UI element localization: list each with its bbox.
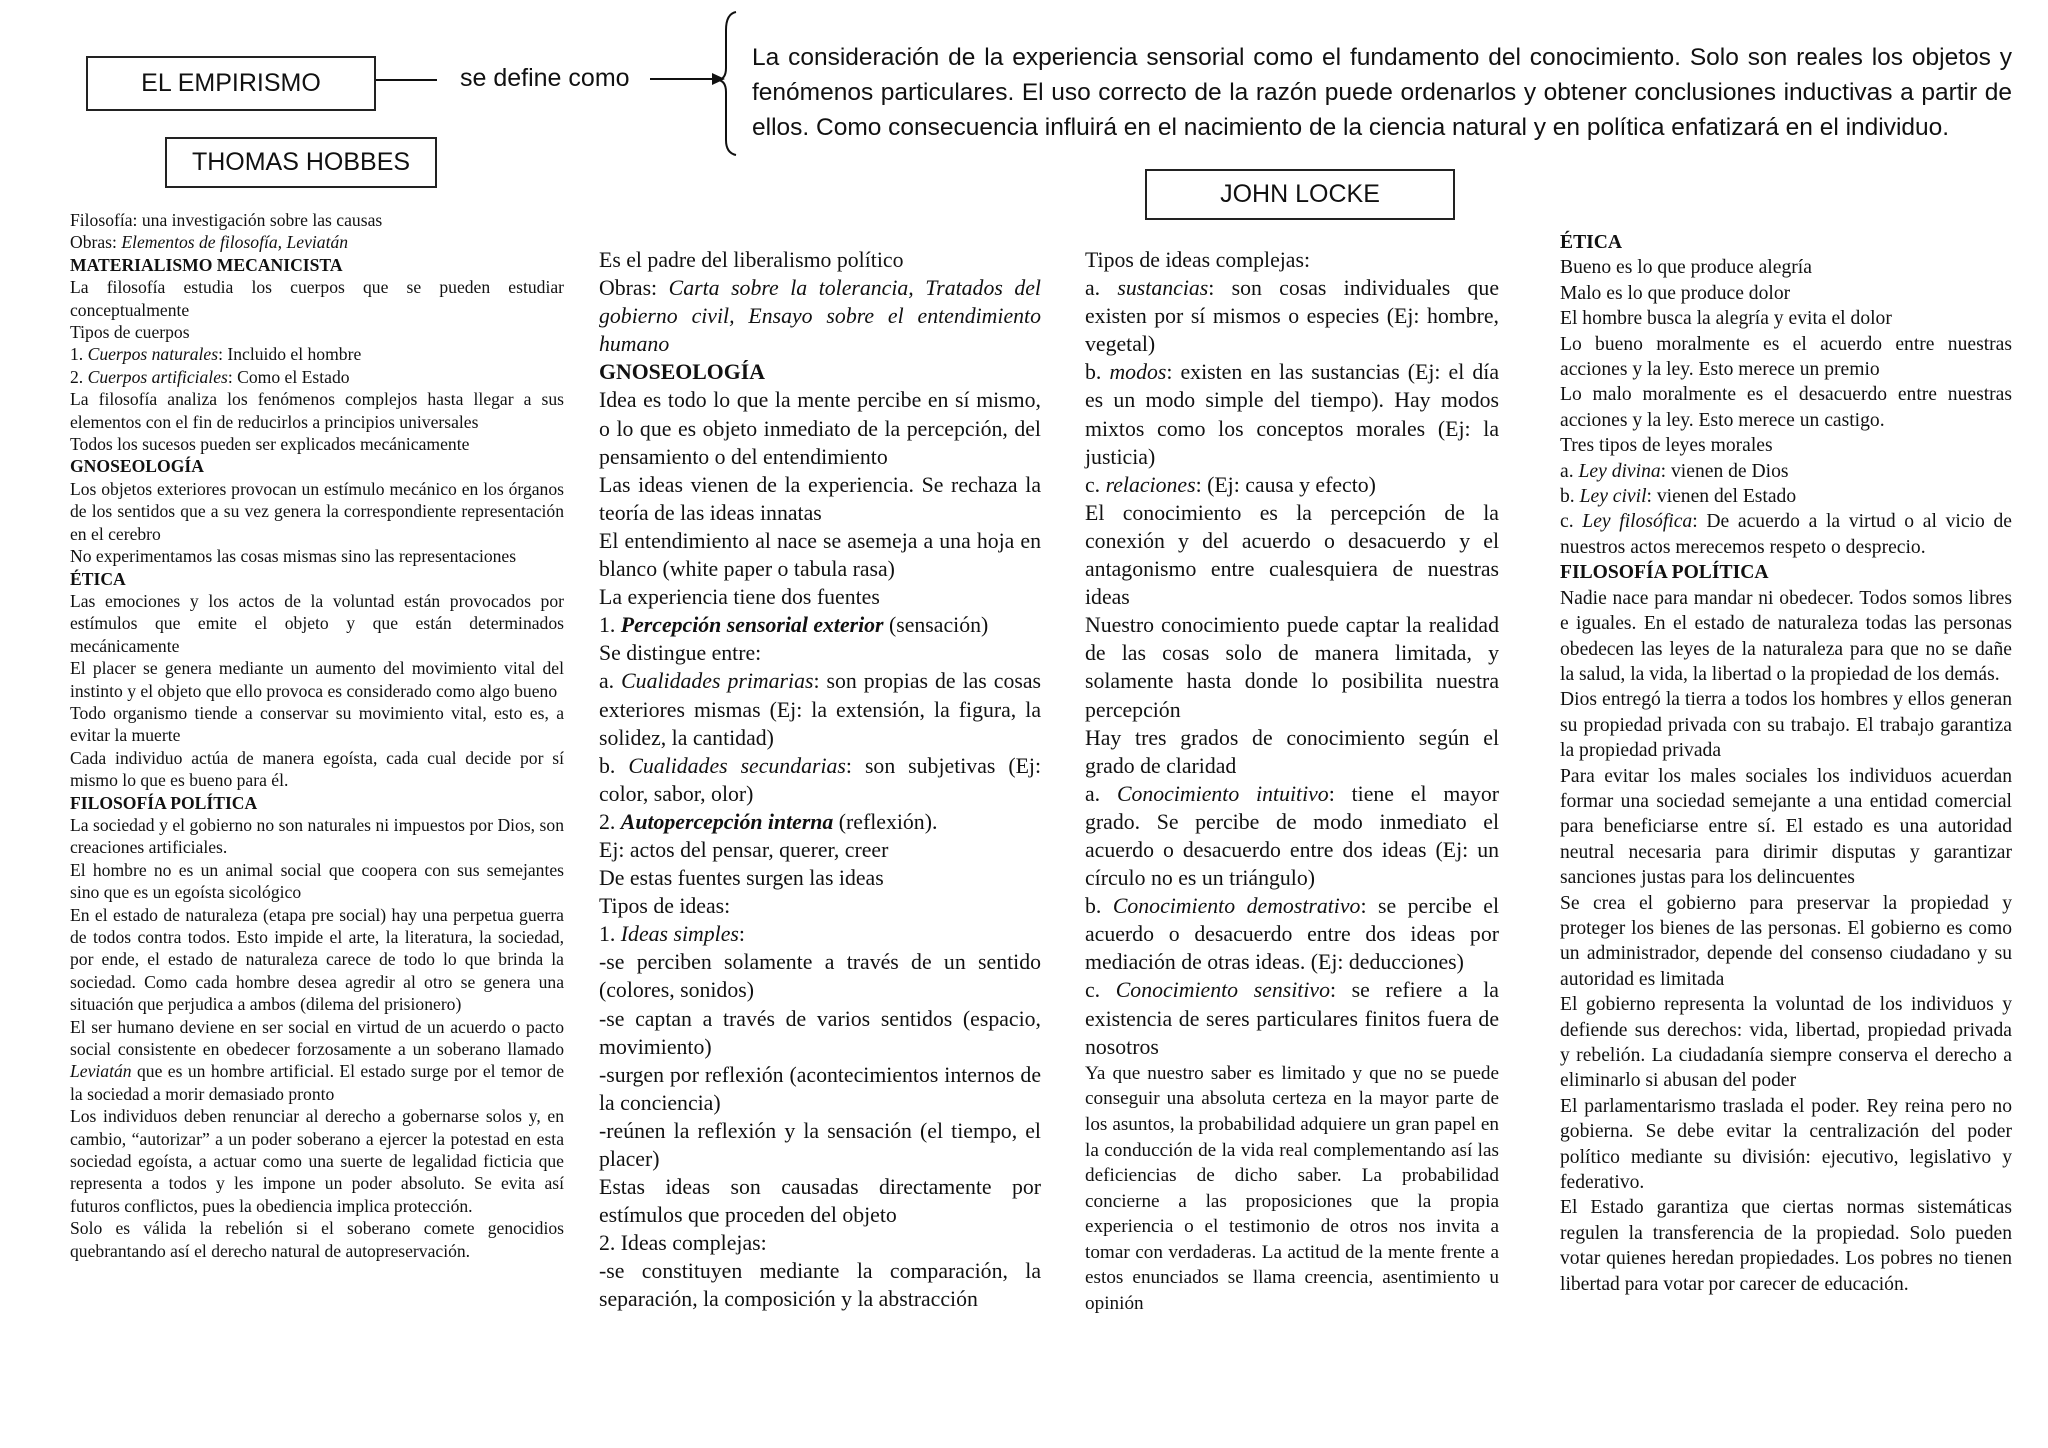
hobbes-box bbox=[165, 137, 437, 188]
paragraph: Los individuos deben renunciar al derecho a gobernarse solos y, en cambio, “autorizar” a un poder soberano a ejercer la potestad en esta sociedad egoísta, a actuar como una suerte de legalidad ficticia que representa a todos y les impone un poder absoluto. Se evita así futuros conflictos, pues la obediencia implica protección. bbox=[70, 1106, 564, 1216]
list-item: c. Conocimiento sensitivo: se refiere a la existencia de seres particulares finitos fuera de nosotros bbox=[1085, 978, 1499, 1059]
list-item: b. Conocimiento demostrativo: se percibe el acuerdo o desacuerdo entre dos ideas por mediación de otras ideas. (Ej: deducciones) bbox=[1085, 894, 1500, 975]
paragraph: El conocimiento es la percepción de la conexión y del acuerdo o desacuerdo y el antagonismo entre cualesquiera de nuestras ideas bbox=[1085, 500, 1499, 610]
paragraph: Se distingue entre: bbox=[599, 641, 762, 666]
paragraph: Dios entregó la tierra a todos los hombres y ellos generan su propiedad privada con su trabajo. El trabajo garantiza la propiedad privada bbox=[1560, 689, 2012, 762]
paragraph: Hay tres grados de conocimiento según el grado de claridad bbox=[1085, 725, 1499, 778]
paragraph: El entendimiento al nace se asemeja a una hoja en blanco (white paper o tabula rasa) bbox=[599, 528, 1041, 582]
paragraph: Nadie nace para mandar ni obedecer. Todos somos libres e iguales. En el estado de naturaleza todas las personas obedecen las leyes de la naturaleza para que no se dañe la salud, la vida, la libertad o la propiedad de los demás. bbox=[1560, 587, 2012, 685]
list-item: b. modos: existen en las sustancias (Ej: el día es un modo simple del tiempo). Hay modos mixtos como los conceptos morales (Ej: la justicia) bbox=[1085, 360, 1499, 469]
list-item: a. Ley divina: vienen de Dios bbox=[1560, 460, 1789, 482]
paragraph: El hombre no es un animal social que coopera con sus semejantes sino que es un egoísta sicológico bbox=[70, 859, 564, 903]
paragraph: Solo es válida la rebelión si el soberano comete genocidios quebrantando así el derecho natural de autopreservación. bbox=[70, 1218, 564, 1261]
list-item: 1. Percepción sensorial exterior (sensación) bbox=[599, 613, 989, 638]
paragraph: En el estado de naturaleza (etapa pre social) hay una perpetua guerra de todos contra todos. Esto impide el arte, la literatura, la sociedad, por ende, el estado de naturaleza carece de todo lo que brinda la sociedad. Como cada hombre desea agredir al otro se genera una situación que perjudica a ambos (dilema del prisionero) bbox=[70, 904, 564, 1015]
paragraph: Filosofía: una investigación sobre las causas bbox=[70, 210, 383, 230]
list-item: -se perciben solamente a través de un sentido (colores, sonidos) bbox=[599, 950, 1041, 1003]
paragraph: Ej: actos del pensar, querer, creer bbox=[599, 837, 889, 862]
paragraph: La filosofía analiza los fenómenos complejos hasta llegar a sus elementos con el fin de reducirlos a principios universales bbox=[70, 389, 564, 432]
list-item: 2. Autopercepción interna (reflexión). bbox=[599, 809, 938, 834]
paragraph: Lo malo moralmente es el desacuerdo entre nuestras acciones y la ley. Esto merece un castigo. bbox=[1560, 384, 2012, 431]
paragraph: Tipos de ideas: bbox=[599, 894, 731, 919]
connector-label: se define como bbox=[460, 64, 630, 92]
paragraph: Cada individuo actúa de manera egoísta, cada cual decide por sí mismo lo que es bueno para él. bbox=[70, 747, 564, 791]
paragraph: Se crea el gobierno para preservar la propiedad y proteger los bienes de las personas. El gobierno es como un administrador, depende del consenso ciudadano y su autoridad es limitada bbox=[1560, 892, 2012, 990]
paragraph: Las emociones y los actos de la voluntad están provocados por estímulos que emite el objeto y que están determinados mecánicamente bbox=[70, 590, 564, 656]
paragraph: Obras: Elementos de filosofía, Leviatán bbox=[70, 232, 349, 253]
list-item: -surgen por reflexión (acontecimientos internos de la conciencia) bbox=[599, 1062, 1041, 1115]
paragraph: Es el padre del liberalismo político bbox=[599, 248, 904, 272]
list-item: c. relaciones: (Ej: causa y efecto) bbox=[1085, 472, 1376, 497]
paragraph: Para evitar los males sociales los individuos acuerdan formar una sociedad semejante a una entidad comercial para beneficiarse entre sí. El estado es una autoridad neutral necesaria para dirimir disputas y garantizar sanciones justas para los delincuentes bbox=[1560, 765, 2012, 889]
section-heading: ÉTICA bbox=[70, 568, 126, 589]
curly-brace-icon bbox=[718, 12, 736, 155]
paragraph: Estas ideas son causadas directamente por estímulos que proceden del objeto bbox=[599, 1175, 1041, 1228]
section-heading: MATERIALISMO MECANICISTA bbox=[70, 254, 343, 275]
paragraph: El parlamentarismo traslada el poder. Rey reina pero no gobierna. Se debe evitar la centralización del poder político mediante su división: ejecutivo, legislativo y federativo. bbox=[1560, 1095, 2012, 1194]
list-item: 1. Ideas simples: bbox=[599, 922, 745, 947]
hobbes-column bbox=[70, 209, 564, 1262]
paragraph: Malo es lo que produce dolor bbox=[1560, 282, 1791, 304]
paragraph: Tres tipos de leyes morales bbox=[1560, 435, 1773, 457]
list-item: b. Ley civil: vienen del Estado bbox=[1560, 486, 1797, 508]
paragraph: Los objetos exteriores provocan un estímulo mecánico en los órganos de los sentidos que a su vez genera la correspondiente representación en el cerebro bbox=[70, 478, 564, 544]
paragraph: Lo bueno moralmente es el acuerdo entre nuestras acciones y la ley. Esto merece un premio bbox=[1560, 333, 2012, 381]
section-heading: FILOSOFÍA POLÍTICA bbox=[70, 792, 258, 813]
section-heading: GNOSEOLOGÍA bbox=[70, 456, 204, 477]
locke-box bbox=[1145, 169, 1455, 220]
list-item: c. Ley filosófica: De acuerdo a la virtud o al vicio de nuestros actos merecemos respeto o desprecio. bbox=[1560, 511, 2012, 558]
section-heading: ÉTICA bbox=[1560, 232, 1623, 253]
paragraph: La filosofía estudia los cuerpos que se pueden estudiar conceptualmente bbox=[70, 277, 564, 320]
paragraph: Tipos de ideas complejas: bbox=[1085, 248, 1311, 272]
paragraph: Ya que nuestro saber es limitado y que no se puede conseguir una absoluta certeza en la mayor parte de los asuntos, la probabilidad adquiere un gran papel en la conducción de la vida real complementando así las deficiencias de dicho saber. La probabilidad concierne a las proposiciones que la propia experiencia o el testimonio de otros nos invita a tomar con verdaderas. La actitud de la mente frente a estos enunciados se llama creencia, asentimiento u opinión bbox=[1085, 1062, 1499, 1315]
list-item: -se constituyen mediante la comparación, la separación, la composición y la abstracción bbox=[599, 1259, 1041, 1312]
section-heading: FILOSOFÍA POLÍTICA bbox=[1560, 562, 1769, 584]
list-item: -se captan a través de varios sentidos (espacio, movimiento) bbox=[599, 1006, 1041, 1059]
paragraph: El gobierno representa la voluntad de los individuos y defiende sus derechos: vida, libertad, propiedad privada y rebelión. La ciudadanía siempre conserva el derecho a eliminarlo si abusan del poder bbox=[1560, 994, 2012, 1092]
list-item: a. sustancias: son cosas individuales que existen por sí mismos o especies (Ej: hombre, vegetal) bbox=[1085, 276, 1499, 357]
paragraph: La sociedad y el gobierno no son naturales ni impuestos por Dios, son creaciones artificiales. bbox=[70, 814, 564, 858]
paragraph: La experiencia tiene dos fuentes bbox=[599, 585, 880, 610]
section-heading: GNOSEOLOGÍA bbox=[599, 360, 765, 385]
list-item: 1. Cuerpos naturales: Incluido el hombre bbox=[70, 344, 362, 365]
list-item: -reúnen la reflexión y la sensación (el tiempo, el placer) bbox=[599, 1118, 1041, 1171]
title-box bbox=[86, 56, 376, 111]
paragraph: Todos los sucesos pueden ser explicados mecánicamente bbox=[70, 434, 470, 455]
list-item: a. Conocimiento intuitivo: tiene el mayor grado. Se percibe de modo inmediato el acuerdo o desacuerdo entre dos ideas (Ej: un círculo no es un triángulo) bbox=[1085, 781, 1500, 891]
hobbes-label: THOMAS HOBBES bbox=[191, 148, 411, 176]
paragraph: Bueno es lo que produce alegría bbox=[1560, 257, 1812, 279]
definition-text: La consideración de la experiencia sensorial como el fundamento del conocimiento. Solo son reales los objetos y fenómenos particulares. El uso correcto de la razón puede ordenarlos y obtener conclusiones inductivas a partir de ellos. Como consecuencia influirá en el nacimiento de la ciencia natural y en política enfatizará en el individuo. bbox=[752, 44, 2012, 141]
paragraph: Tipos de cuerpos bbox=[70, 322, 190, 343]
paragraph: De estas fuentes surgen las ideas bbox=[599, 866, 884, 891]
list-item: b. Cualidades secundarias: son subjetivas (Ej: color, sabor, olor) bbox=[599, 753, 1042, 806]
paragraph: No experimentamos las cosas mismas sino las representaciones bbox=[70, 546, 517, 567]
list-item: a. Cualidades primarias: son propias de las cosas exteriores mismas (Ej: la extensión, la figura, la solidez, la cantidad) bbox=[599, 669, 1042, 750]
paragraph: El ser humano deviene en ser social en virtud de un acuerdo o pacto social consistente en obedecer forzosamente a un soberano llamado Leviatán que es un hombre artificial. El estado surge por el temor de la sociedad a morir demasiado pronto bbox=[70, 1016, 564, 1104]
paragraph: Obras: Carta sobre la tolerancia, Tratados del gobierno civil, Ensayo sobre el entendimiento humano bbox=[599, 276, 1041, 357]
paragraph: Idea es todo lo que la mente percibe en sí mismo, o lo que es objeto inmediato de la percepción, del pensamiento o del entendimiento bbox=[599, 388, 1041, 469]
locke-column-3 bbox=[1560, 230, 2012, 1297]
paragraph: El Estado garantiza que ciertas normas sistemáticas regulen la transferencia de la propiedad. Solo pueden votar quienes heredan propiedades. Los pobres no tienen libertad para votar por carecer de educación. bbox=[1560, 1197, 2012, 1295]
paragraph: 2. Ideas complejas: bbox=[599, 1231, 767, 1256]
paragraph: El placer se genera mediante un aumento del movimiento vital del instinto y el objeto que ello provoca es considerado como algo bueno bbox=[70, 658, 564, 701]
paragraph: El hombre busca la alegría y evita el dolor bbox=[1560, 308, 1892, 330]
title-text: EL EMPIRISMO bbox=[141, 69, 321, 97]
paragraph: Nuestro conocimiento puede captar la realidad de las cosas solo de manera limitada, y solamente hasta donde lo posibilita nuestra percepción bbox=[1085, 613, 1499, 722]
paragraph: Las ideas vienen de la experiencia. Se rechaza la teoría de las ideas innatas bbox=[599, 472, 1041, 525]
locke-label: JOHN LOCKE bbox=[1220, 180, 1380, 208]
list-item: 2. Cuerpos artificiales: Como el Estado bbox=[70, 366, 350, 387]
locke-column-2 bbox=[1085, 246, 1499, 1317]
paragraph: Todo organismo tiende a conservar su movimiento vital, esto es, a evitar la muerte bbox=[70, 702, 564, 746]
locke-column-1 bbox=[599, 246, 1041, 1314]
